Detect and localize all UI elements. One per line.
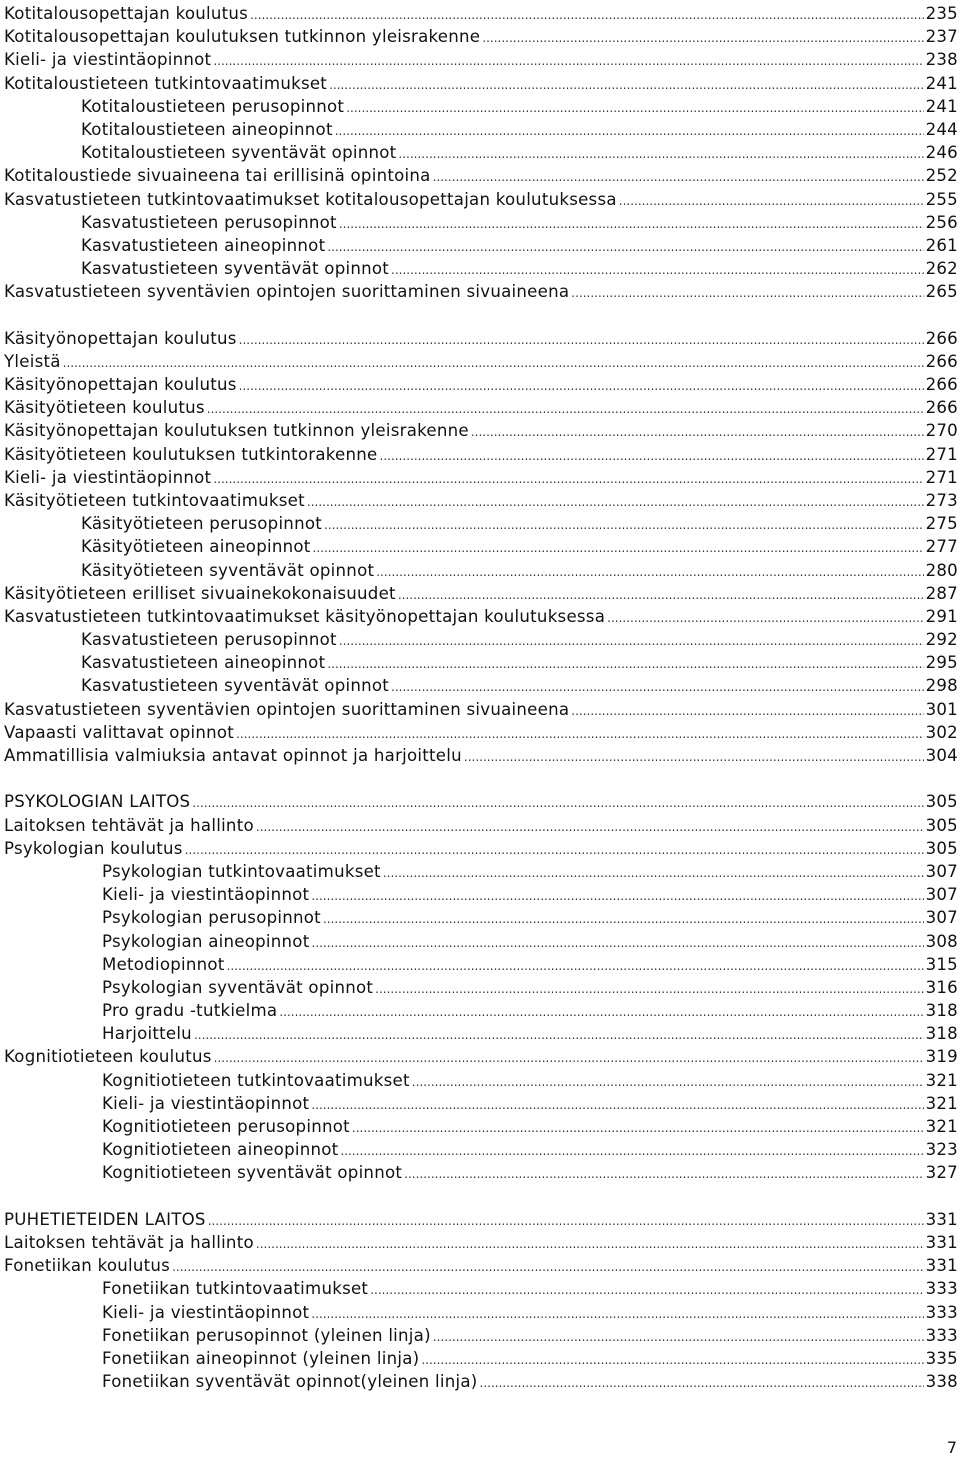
toc-entry-title: Kotitaloustieteen aineopinnot [81,119,333,139]
toc-entry-page: 307 [925,908,958,928]
toc-entry-page: 280 [925,560,958,580]
toc-entry[interactable] [4,651,958,674]
toc-entry-page: 335 [925,1348,958,1368]
dot-leader [482,27,923,50]
dot-leader [404,1163,923,1186]
toc-entry-page: 307 [925,885,958,905]
toc-entry-page: 292 [925,630,958,650]
dot-leader [256,1233,924,1256]
dot-leader [239,375,924,398]
dot-leader [352,1117,924,1140]
dot-leader [227,955,924,978]
dot-leader [376,561,923,584]
toc-entry[interactable] [4,698,958,721]
dot-leader [239,329,924,352]
toc-entry[interactable] [4,1301,958,1324]
toc-entry[interactable] [4,48,958,71]
toc-entry[interactable] [4,837,958,860]
toc-entry-title: Kieli- ja viestintäopinnot [4,50,212,70]
toc-entry[interactable] [4,1069,958,1092]
toc-entry[interactable] [4,605,958,628]
toc-entry[interactable] [4,930,958,953]
toc-entry-page: 298 [925,676,958,696]
toc-entry-title: Psykologian syventävät opinnot [102,977,374,997]
dot-leader [464,746,924,769]
toc-entry-page: 273 [925,490,958,510]
toc-entry-page: 235 [925,4,958,23]
toc-entry-page: 255 [925,189,958,209]
toc-entry-title: Kieli- ja viestintäopinnot [102,885,310,905]
dot-leader [327,653,923,676]
toc-entry-title: Käsityötieteen erilliset sivuainekokonaisuudet [4,583,396,603]
toc-entry-page: 318 [925,1001,958,1021]
toc-entry-title: Kognitiotieteen koulutus [4,1047,212,1067]
dot-leader [391,259,924,282]
toc-entry-title: PUHETIETEIDEN LAITOS [4,1209,206,1229]
toc-entry-page: 333 [925,1279,958,1299]
toc-entry[interactable] [4,257,958,280]
toc-entry-page: 262 [925,259,958,279]
dot-leader [346,97,923,120]
toc-entry-page: 301 [925,699,958,719]
toc-entry-page: 270 [925,421,958,441]
toc-entry-title: Fonetiikan syventävät opinnot(yleinen linja) [102,1372,478,1392]
toc-entry-title: Metodiopinnot [102,954,225,974]
dot-leader [335,120,924,143]
toc-entry-title: PSYKOLOGIAN LAITOS [4,792,191,812]
toc-entry-title: Käsityötieteen koulutus [4,398,205,418]
dot-leader [311,885,923,908]
toc-entry-page: 315 [925,954,958,974]
toc-entry-title: Kasvatustieteen perusopinnot [81,212,337,232]
toc-entry-title: Kotitaloustiede sivuaineena tai erillisinä opintoina [4,166,431,186]
toc-entry[interactable] [4,1161,958,1184]
dot-leader [391,676,924,699]
dot-leader [279,1001,923,1024]
toc-entry-title: Vapaasti valittavat opinnot [4,722,235,742]
dot-leader [194,1024,924,1047]
dot-leader [311,932,923,955]
section-gap [4,767,958,790]
toc-entry-title: Kasvatustieteen syventävät opinnot [81,259,390,279]
dot-leader [250,4,924,27]
toc-entry[interactable] [4,234,958,257]
toc-entry[interactable] [4,350,958,373]
toc-entry[interactable] [4,1092,958,1115]
toc-entry-page: 333 [925,1302,958,1322]
toc-entry[interactable] [4,373,958,396]
toc-entry-page: 271 [925,444,958,464]
toc-entry-page: 331 [925,1209,958,1229]
dot-leader [433,1326,924,1349]
toc-entry-title: Fonetiikan perusopinnot (yleinen linja) [102,1325,431,1345]
toc-entry-page: 241 [925,73,958,93]
dot-leader [421,1349,923,1372]
toc-entry-page: 266 [925,351,958,371]
toc-entry[interactable] [4,814,958,837]
toc-entry[interactable] [4,674,958,697]
toc-entry-page: 304 [925,746,958,765]
toc-entry-page: 305 [925,815,958,835]
toc-entry[interactable] [4,164,958,187]
dot-leader [339,630,924,653]
toc-entry-title: Käsityötieteen perusopinnot [81,514,322,534]
toc-entry-page: 316 [925,977,958,997]
toc-entry-page: 266 [925,398,958,418]
toc-entry-title: Kotitalousopettajan koulutus [4,4,249,23]
toc-entry[interactable] [4,2,958,25]
toc-entry-page: 238 [925,50,958,70]
toc-entry[interactable] [4,118,958,141]
toc-entry-title: Kieli- ja viestintäopinnot [4,467,212,487]
dot-leader [236,723,924,746]
dot-leader [412,1071,924,1094]
toc-entry[interactable] [4,1022,958,1045]
toc-entry-title: Laitoksen tehtävät ja hallinto [4,1232,254,1252]
toc-entry-title: Käsityönopettajan koulutus [4,375,237,394]
toc-entry[interactable] [4,72,958,95]
toc-entry-title: Kasvatustieteen perusopinnot [81,630,337,650]
toc-entry-page: 321 [925,1093,958,1113]
toc-entry-page: 256 [925,212,958,232]
toc-entry[interactable] [4,1208,958,1231]
toc-entry-page: 333 [925,1325,958,1345]
toc-entry[interactable] [4,466,958,489]
toc-entry-page: 338 [925,1372,958,1392]
toc-entry[interactable] [4,188,958,211]
dot-leader [323,908,924,931]
toc-entry-page: 271 [925,467,958,487]
page-number: 7 [946,1438,957,1457]
toc-entry[interactable] [4,95,958,118]
toc-entry[interactable] [4,1115,958,1138]
dot-leader [324,514,924,537]
dot-leader [480,1372,924,1395]
toc-entry-title: Psykologian tutkintovaatimukset [102,861,381,881]
toc-entry[interactable] [4,559,958,582]
toc-entry-page: 331 [925,1232,958,1252]
toc-entry-title: Kasvatustieteen tutkintovaatimukset kotitalousopettajan koulutuksessa [4,189,617,209]
toc-entry-title: Ammatillisia valmiuksia antavat opinnot ja harjoittelu [4,746,462,765]
toc-entry-page: 318 [925,1024,958,1044]
toc-entry-title: Kasvatustieteen syventävät opinnot [81,676,390,696]
toc-entry-title: Kasvatustieteen aineopinnot [81,235,326,255]
toc-entry-title: Kognitiotieteen aineopinnot [102,1140,339,1160]
dot-leader [172,1256,923,1279]
dot-leader [619,190,924,213]
toc-entry-page: 246 [925,143,958,163]
toc-entry-page: 261 [925,235,958,255]
toc-entry-title: Kotitaloustieteen tutkintovaatimukset [4,73,328,93]
dot-leader [63,352,924,375]
toc-entry[interactable] [4,953,958,976]
toc-entry[interactable] [4,860,958,883]
toc-entry-title: Käsityönopettajan koulutuksen tutkinnon yleisrakenne [4,421,469,441]
dot-leader [192,792,923,815]
toc-entry-title: Fonetiikan aineopinnot (yleinen linja) [102,1348,420,1368]
toc-entry-page: 331 [925,1256,958,1276]
dot-leader [375,978,923,1001]
toc-entry-title: Fonetiikan koulutus [4,1256,171,1276]
section-gap [4,1185,958,1208]
toc-entry[interactable] [4,1138,958,1161]
dot-leader [471,421,924,444]
toc-entry-title: Kotitalousopettajan koulutuksen tutkinnon yleisrakenne [4,27,481,47]
toc-entry-title: Kotitaloustieteen syventävät opinnot [81,143,397,163]
dot-leader [311,1094,923,1117]
toc-entry[interactable] [4,25,958,48]
toc-entry[interactable] [4,1347,958,1370]
toc-entry-page: 323 [925,1140,958,1160]
toc-entry[interactable] [4,883,958,906]
toc-entry[interactable] [4,1370,958,1393]
toc-entry-title: Käsityötieteen aineopinnot [81,537,311,557]
dot-leader [311,1303,923,1326]
toc-entry[interactable] [4,1324,958,1347]
dot-leader [213,50,923,73]
toc-entry-title: Käsityötieteen koulutuksen tutkintorakenne [4,444,378,464]
toc-entry[interactable] [4,443,958,466]
toc-entry-page: 287 [925,583,958,603]
toc-entry[interactable] [4,1254,958,1277]
toc-entry[interactable] [4,396,958,419]
toc-entry-page: 237 [925,27,958,47]
toc-entry-title: Psykologian aineopinnot [102,931,310,951]
toc-entry-page: 252 [925,166,958,186]
toc-entry[interactable] [4,280,958,303]
toc-entry-title: Kieli- ja viestintäopinnot [102,1302,310,1322]
toc-entry-title: Psykologian perusopinnot [102,908,321,928]
toc-entry-page: 321 [925,1117,958,1136]
toc-entry[interactable] [4,327,958,350]
toc-entry-page: 291 [925,606,958,626]
toc-entry-title: Kognitiotieteen perusopinnot [102,1117,350,1136]
toc-entry[interactable] [4,790,958,813]
toc-entry[interactable] [4,999,958,1022]
dot-leader [607,607,923,630]
toc-entry-page: 275 [925,514,958,534]
toc-entry[interactable] [4,582,958,605]
toc-entry-page: 307 [925,861,958,881]
toc-entry-page: 319 [925,1047,958,1067]
toc-entry-page: 295 [925,653,958,673]
toc-entry-page: 308 [925,931,958,951]
dot-leader [256,816,924,839]
toc-entry[interactable] [4,512,958,535]
toc-entry-page: 302 [925,722,958,742]
toc-entry-title: Pro gradu -tutkielma [102,1001,278,1021]
toc-entry-page: 277 [925,537,958,557]
toc-entry-title: Käsityönopettajan koulutus [4,328,237,348]
toc-entry-page: 266 [925,375,958,394]
dot-leader [380,445,924,468]
toc-entry-page: 305 [925,838,958,858]
toc-entry[interactable] [4,535,958,558]
toc-entry-page: 265 [925,282,958,302]
toc-entry-page: 327 [925,1163,958,1183]
toc-entry[interactable] [4,489,958,512]
dot-leader [214,1047,924,1070]
toc-entry-title: Kasvatustieteen syventävien opintojen suorittaminen sivuaineena [4,282,570,302]
table-of-contents [4,2,958,1393]
toc-entry[interactable] [4,976,958,999]
toc-entry[interactable] [4,1231,958,1254]
toc-entry-page: 244 [925,119,958,139]
dot-leader [339,213,924,236]
toc-entry-page: 241 [925,96,958,116]
section-gap [4,303,958,326]
toc-entry-title: Käsityötieteen syventävät opinnot [81,560,375,580]
toc-entry-page: 305 [925,792,958,812]
dot-leader [398,143,923,166]
toc-entry[interactable] [4,211,958,234]
toc-entry-title: Kasvatustieteen syventävien opintojen suorittaminen sivuaineena [4,699,570,719]
toc-entry-page: 321 [925,1070,958,1090]
dot-leader [571,700,923,723]
toc-entry-title: Harjoittelu [102,1024,192,1044]
toc-entry-page: 266 [925,328,958,348]
toc-entry[interactable] [4,906,958,929]
dot-leader [208,1210,924,1233]
dot-leader [383,862,924,885]
toc-entry-title: Käsityötieteen tutkintovaatimukset [4,490,305,510]
dot-leader [185,839,924,862]
dot-leader [329,74,923,97]
dot-leader [307,491,924,514]
dot-leader [433,166,924,189]
toc-entry-title: Kognitiotieteen syventävät opinnot [102,1163,403,1183]
toc-entry-title: Kognitiotieteen tutkintovaatimukset [102,1070,410,1090]
toc-entry[interactable] [4,1277,958,1300]
toc-entry-title: Kieli- ja viestintäopinnot [102,1093,310,1113]
toc-entry-title: Fonetiikan tutkintovaatimukset [102,1279,369,1299]
toc-entry[interactable] [4,141,958,164]
toc-entry-title: Kasvatustieteen tutkintovaatimukset käsityönopettajan koulutuksessa [4,606,606,626]
dot-leader [313,537,924,560]
dot-leader [398,584,924,607]
dot-leader [370,1279,923,1302]
toc-entry[interactable] [4,721,958,744]
toc-entry[interactable] [4,628,958,651]
toc-entry-title: Kotitaloustieteen perusopinnot [81,96,345,116]
toc-entry-title: Laitoksen tehtävät ja hallinto [4,815,254,835]
dot-leader [213,468,923,491]
toc-entry-title: Psykologian koulutus [4,838,183,858]
toc-entry[interactable] [4,419,958,442]
dot-leader [340,1140,923,1163]
toc-entry[interactable] [4,744,958,767]
dot-leader [327,236,923,259]
toc-entry-title: Yleistä [4,351,61,371]
toc-entry[interactable] [4,1045,958,1068]
toc-entry-title: Kasvatustieteen aineopinnot [81,653,326,673]
dot-leader [571,282,923,305]
dot-leader [207,398,924,421]
